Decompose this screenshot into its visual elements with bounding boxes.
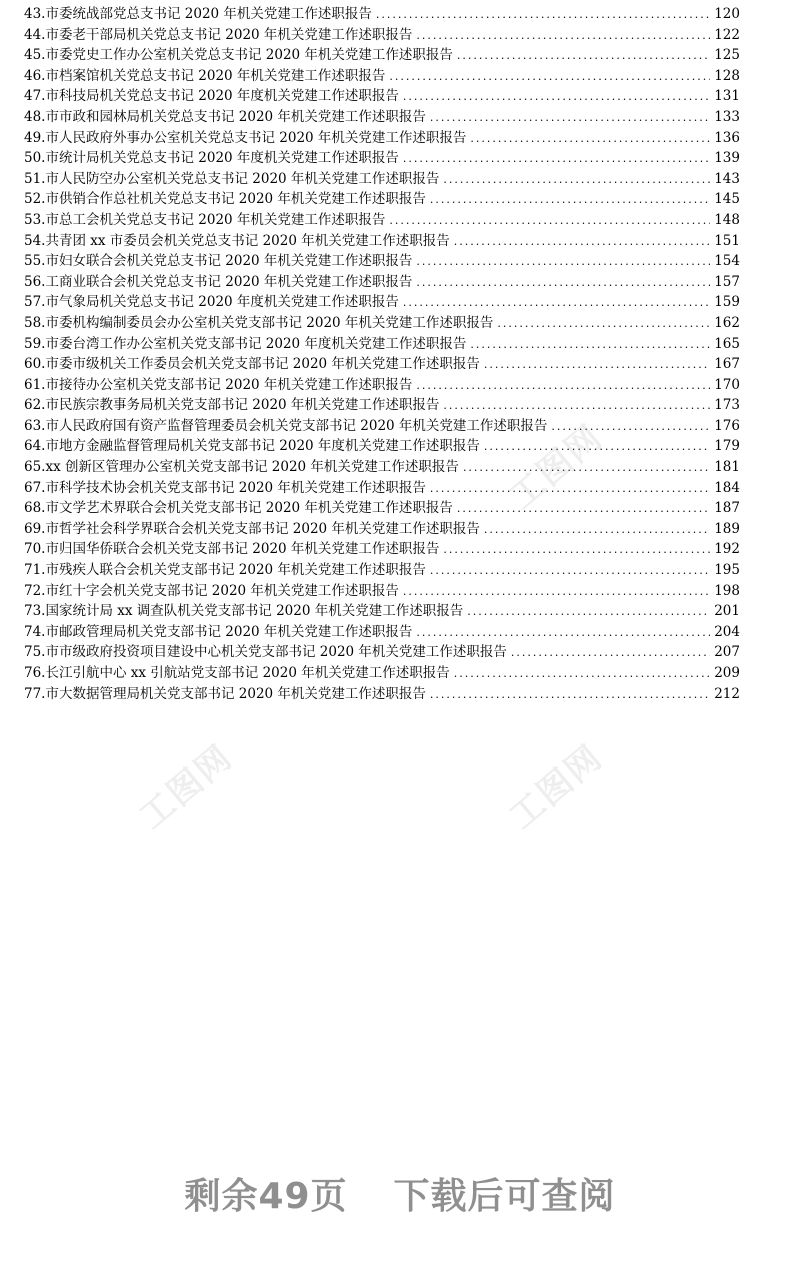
toc-leader-dots [416,252,710,273]
toc-entry[interactable] [24,622,740,643]
toc-entry[interactable] [24,107,740,128]
toc-leader-dots [416,376,710,397]
toc-entry-title: 64.市地方金融监督管理局机关党支部书记 2020 年度机关党建工作述职报告 [24,438,480,455]
toc-entry-title: 57.市气象局机关党总支书记 2020 年度机关党建工作述职报告 [24,294,399,311]
toc-entry-page: 173 [714,397,740,414]
toc-leader-dots [484,520,710,541]
toc-entry-page: 189 [714,520,740,537]
toc-entry[interactable] [24,86,740,107]
toc-entry-page: 145 [714,191,740,208]
toc-leader-dots [376,5,710,26]
toc-entry-title: 46.市档案馆机关党总支书记 2020 年机关党建工作述职报告 [24,67,386,84]
toc-entry-title: 77.市大数据管理局机关党支部书记 2020 年机关党建工作述职报告 [24,685,426,702]
toc-entry-title: 45.市委党史工作办公室机关党总支书记 2020 年机关党建工作述职报告 [24,47,453,64]
toc-leader-dots [430,479,710,500]
toc-entry[interactable] [24,231,740,252]
toc-leader-dots [403,582,710,603]
toc-entry[interactable] [24,292,740,313]
toc-entry[interactable] [24,478,740,499]
toc-leader-dots [389,211,710,232]
toc-leader-dots [430,190,710,211]
toc-entry-page: 139 [714,150,740,167]
toc-entry[interactable] [24,560,740,581]
toc-entry[interactable] [24,210,740,231]
toc-leader-dots [457,46,710,67]
toc-entry-page: 181 [714,459,740,476]
toc-entry-title: 67.市科学技术协会机关党支部书记 2020 年机关党建工作述职报告 [24,479,426,496]
toc-entry-title: 44.市委老干部局机关党总支书记 2020 年机关党建工作述职报告 [24,26,413,43]
toc-entry-title: 73.国家统计局 xx 调查队机关党支部书记 2020 年机关党建工作述职报告 [24,603,464,620]
toc-entry-page: 128 [714,67,740,84]
toc-leader-dots [470,335,710,356]
toc-leader-dots [430,561,710,582]
toc-entry-title: 52.市供销合作总社机关党总支书记 2020 年机关党建工作述职报告 [24,191,426,208]
toc-leader-dots [416,26,710,47]
toc-entry[interactable] [24,498,740,519]
toc-leader-dots [497,314,710,335]
toc-entry-page: 162 [714,314,740,331]
remaining-pages-text: 剩余49页 [184,1176,348,1217]
table-of-contents [24,4,740,704]
toc-entry-title: 70.市归国华侨联合会机关党支部书记 2020 年机关党建工作述职报告 [24,541,440,558]
toc-entry-page: 131 [714,88,740,105]
toc-entry[interactable] [24,601,740,622]
toc-entry-page: 170 [714,376,740,393]
toc-entry-title: 74.市邮政管理局机关党支部书记 2020 年机关党建工作述职报告 [24,623,413,640]
toc-entry[interactable] [24,354,740,375]
toc-entry-page: 120 [714,6,740,22]
toc-leader-dots [443,540,710,561]
toc-entry[interactable] [24,189,740,210]
toc-leader-dots [551,417,710,438]
toc-entry[interactable] [24,313,740,334]
download-to-view-text: 下载后可查阅 [393,1176,616,1217]
toc-entry[interactable] [24,581,740,602]
toc-entry-title: 49.市人民政府外事办公室机关党总支书记 2020 年机关党建工作述职报告 [24,129,467,146]
toc-entry-title: 63.市人民政府国有资产监督管理委员会机关党支部书记 2020 年机关党建工作述职报告 [24,417,548,434]
toc-entry-title: 56.工商业联合会机关党总支书记 2020 年机关党建工作述职报告 [24,273,413,290]
toc-entry-title: 47.市科技局机关党总支书记 2020 年度机关党建工作述职报告 [24,88,399,105]
toc-entry[interactable] [24,45,740,66]
toc-entry-page: 209 [714,665,740,681]
watermark: 工图网 [502,737,611,838]
toc-leader-dots [457,499,710,520]
toc-entry-title: 62.市民族宗教事务局机关党支部书记 2020 年机关党建工作述职报告 [24,397,440,414]
toc-entry-page: 154 [714,253,740,270]
toc-leader-dots [430,685,710,706]
toc-entry[interactable] [24,128,740,149]
toc-entry-title: 69.市哲学社会科学界联合会机关党支部书记 2020 年机关党建工作述职报告 [24,520,480,537]
download-prompt[interactable] [0,1168,800,1219]
toc-entry-title: 43.市委统战部党总支书记 2020 年机关党建工作述职报告 [24,6,372,22]
toc-entry-title: 58.市委机构编制委员会办公室机关党支部书记 2020 年机关党建工作述职报告 [24,314,494,331]
toc-leader-dots [454,232,711,253]
toc-entry[interactable] [24,642,740,663]
toc-leader-dots [484,355,710,376]
toc-entry[interactable] [24,251,740,272]
toc-leader-dots [416,273,710,294]
toc-entry[interactable] [24,416,740,437]
toc-entry[interactable] [24,684,740,705]
toc-entry-title: 48.市市政和园林局机关党总支书记 2020 年机关党建工作述职报告 [24,108,426,125]
toc-entry-page: 195 [714,562,740,579]
toc-entry[interactable] [24,148,740,169]
toc-entry-page: 125 [714,47,740,64]
toc-entry-page: 167 [714,356,740,373]
toc-leader-dots [443,396,710,417]
toc-entry-page: 157 [714,273,740,290]
toc-entry-title: 50.市统计局机关党总支书记 2020 年度机关党建工作述职报告 [24,150,399,167]
toc-entry-page: 159 [714,294,740,311]
toc-leader-dots [454,664,711,685]
toc-entry[interactable] [24,4,740,25]
toc-entry-title: 54.共青团 xx 市委员会机关党总支书记 2020 年机关党建工作述职报告 [24,232,450,249]
toc-entry-page: 179 [714,438,740,455]
toc-entry-title: 55.市妇女联合会机关党总支书记 2020 年机关党建工作述职报告 [24,253,413,270]
toc-entry-title: 71.市残疾人联合会机关党支部书记 2020 年机关党建工作述职报告 [24,562,426,579]
toc-entry[interactable] [24,272,740,293]
toc-leader-dots [430,108,710,129]
toc-entry[interactable] [24,436,740,457]
toc-entry[interactable] [24,66,740,87]
toc-leader-dots [416,623,710,644]
toc-entry-title: 61.市接待办公室机关党支部书记 2020 年机关党建工作述职报告 [24,376,413,393]
watermark: 工图网 [502,417,611,518]
toc-leader-dots [470,129,710,150]
toc-leader-dots [389,67,710,88]
toc-entry-page: 212 [714,685,740,702]
toc-entry[interactable] [24,334,740,355]
toc-entry[interactable] [24,519,740,540]
toc-entry-page: 165 [714,335,740,352]
toc-entry-title: 65.xx 创新区管理办公室机关党支部书记 2020 年机关党建工作述职报告 [24,459,459,476]
toc-entry[interactable] [24,457,740,478]
toc-entry-title: 59.市委台湾工作办公室机关党支部书记 2020 年度机关党建工作述职报告 [24,335,467,352]
watermark: 工图网 [132,737,241,838]
toc-leader-dots [511,643,710,664]
toc-leader-dots [467,602,710,623]
toc-entry[interactable] [24,663,740,684]
toc-entry[interactable] [24,395,740,416]
toc-entry-title: 76.长江引航中心 xx 引航站党支部书记 2020 年机关党建工作述职报告 [24,665,450,681]
toc-entry-title: 75.市市级政府投资项目建设中心机关党支部书记 2020 年机关党建工作述职报告 [24,644,507,661]
toc-entry[interactable] [24,25,740,46]
toc-entry-page: 148 [714,211,740,228]
toc-entry-title: 68.市文学艺术界联合会机关党支部书记 2020 年机关党建工作述职报告 [24,500,453,517]
toc-entry[interactable] [24,169,740,190]
toc-entry-title: 60.市委市级机关工作委员会机关党支部书记 2020 年机关党建工作述职报告 [24,356,480,373]
toc-entry[interactable] [24,539,740,560]
toc-entry-title: 72.市红十字会机关党支部书记 2020 年机关党建工作述职报告 [24,582,399,599]
toc-leader-dots [463,458,710,479]
toc-entry-page: 192 [714,541,740,558]
toc-leader-dots [403,293,710,314]
toc-entry-page: 201 [714,603,740,620]
toc-entry-page: 143 [714,170,740,187]
toc-entry-title: 53.市总工会机关党总支书记 2020 年机关党建工作述职报告 [24,211,386,228]
toc-entry-page: 198 [714,582,740,599]
toc-entry-page: 136 [714,129,740,146]
toc-leader-dots [403,87,710,108]
toc-entry-title: 51.市人民防空办公室机关党总支书记 2020 年机关党建工作述职报告 [24,170,440,187]
toc-leader-dots [403,149,710,170]
toc-entry-page: 204 [714,623,740,640]
toc-leader-dots [484,437,710,458]
toc-entry-page: 176 [714,417,740,434]
toc-entry-page: 207 [714,644,740,661]
toc-entry-page: 187 [714,500,740,517]
toc-entry-page: 184 [714,479,740,496]
toc-leader-dots [443,170,710,191]
toc-entry-page: 151 [714,232,740,249]
toc-entry[interactable] [24,375,740,396]
toc-entry-page: 133 [714,108,740,125]
toc-entry-page: 122 [714,26,740,43]
